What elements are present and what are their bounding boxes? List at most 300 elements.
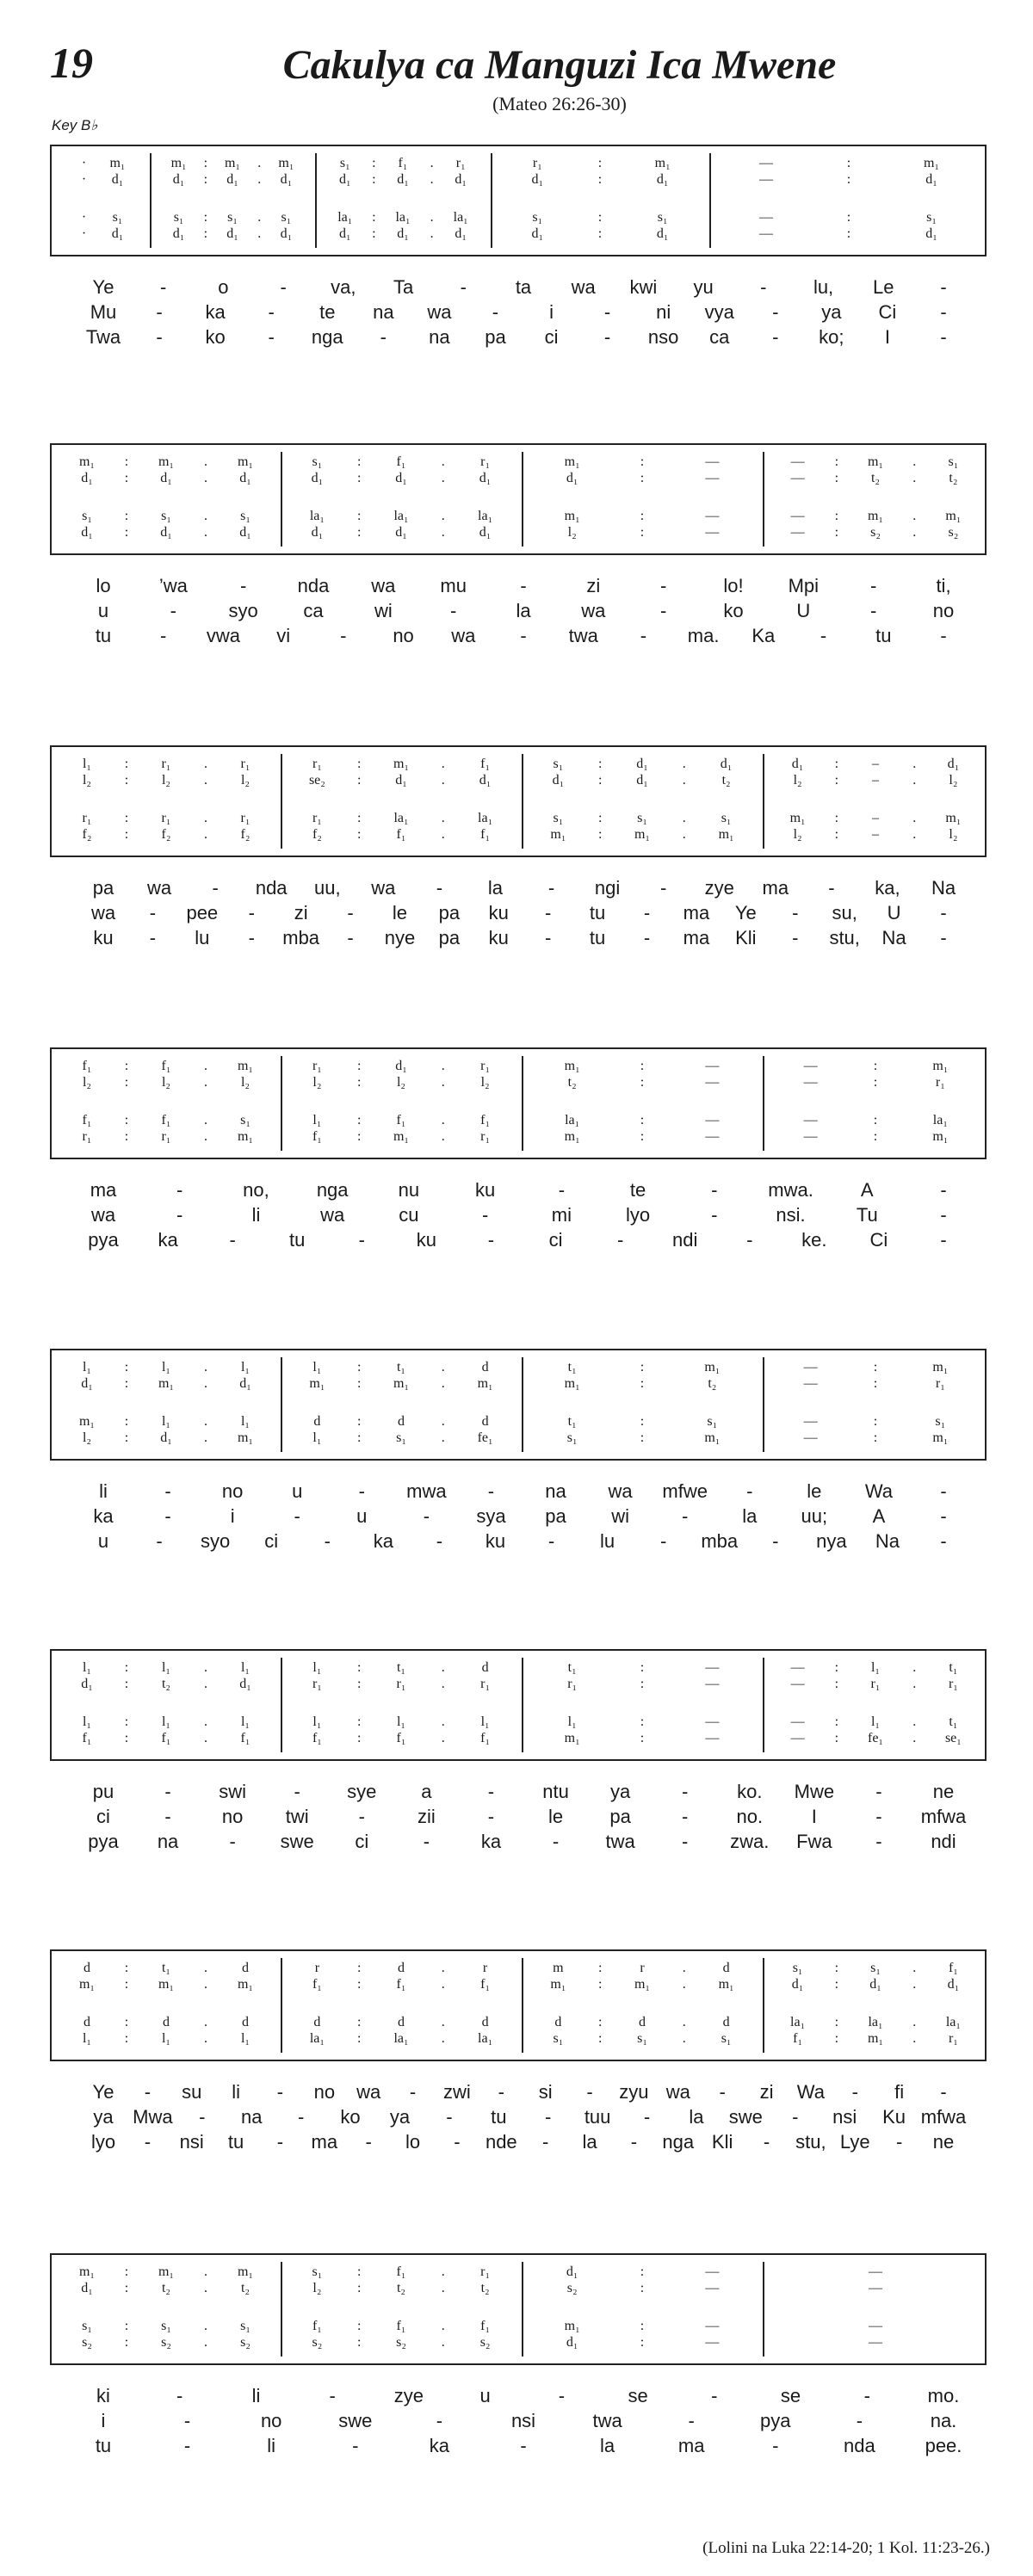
solfa-note: l₂: [82, 1075, 92, 1090]
lyric-syllable: wi: [611, 1505, 629, 1527]
solfa-note: :: [873, 1376, 878, 1391]
lyric-syllable: uu;: [801, 1505, 828, 1527]
lyric-syllable: li: [232, 2081, 240, 2103]
solfa-note: f₁: [312, 1977, 322, 1992]
solfa-note: —: [705, 1677, 720, 1691]
lyric-syllable: U: [796, 600, 811, 621]
lyric-syllable: o: [218, 276, 229, 298]
syllable-hyphen: -: [229, 1831, 236, 1852]
lyric-syllable: vya: [704, 301, 734, 323]
solfa-note: :: [124, 757, 129, 771]
solfa-note: :: [873, 1430, 878, 1445]
solfa-note: —: [790, 525, 805, 540]
lyric-syllable: tu: [289, 1229, 306, 1251]
solfa-note: la₁: [393, 811, 409, 825]
lyric-syllable: lu,: [813, 276, 834, 298]
solfa-note: :: [597, 226, 603, 241]
syllable-hyphen: -: [481, 1204, 489, 1226]
lyric-syllable: pee: [186, 902, 219, 924]
solfa-note: d: [242, 2015, 249, 2029]
syllable-hyphen: -: [940, 902, 947, 924]
solfa-note: :: [356, 811, 362, 825]
lyric-syllable: pa: [438, 927, 461, 948]
solfa-note: .: [204, 509, 207, 523]
solfa-note: l₂: [312, 2281, 322, 2295]
solfa-note: :: [640, 1430, 645, 1445]
lyric-syllable: swe: [728, 2106, 763, 2128]
solfa-note: .: [204, 2281, 207, 2295]
lyric-syllable: wa: [371, 877, 396, 899]
solfa-note: :: [124, 827, 129, 842]
voice-row: [52, 1730, 985, 1746]
lyric-syllable: Ku: [882, 2106, 906, 2128]
lyric-syllable: wa: [665, 2081, 690, 2103]
lyric-syllable: ma: [762, 877, 789, 899]
syllable-hyphen: -: [772, 301, 779, 323]
lyric-syllable: tu: [491, 2106, 507, 2128]
solfa-note: r₁: [312, 811, 322, 825]
solfa-note: :: [124, 773, 129, 788]
hymn-system: [50, 745, 987, 960]
syllable-hyphen: -: [682, 1781, 689, 1802]
solfa-note: .: [204, 1677, 207, 1691]
lyric-syllable: ma: [677, 2435, 705, 2456]
lyric-syllable: nda: [844, 2435, 875, 2456]
solfa-note: m₁: [550, 827, 566, 842]
solfa-note: d: [313, 2015, 321, 2029]
solfa-note: l₁: [480, 1714, 490, 1729]
solfa-note: m₁: [923, 156, 940, 170]
solfa-note: d₁: [552, 773, 565, 788]
syllable-hyphen: -: [365, 2131, 372, 2153]
solfa-note: la₁: [790, 2015, 806, 2029]
solfa-note: .: [441, 1360, 445, 1374]
lyric-syllable: sya: [476, 1505, 506, 1527]
lyric-syllable: wa: [571, 276, 596, 298]
solfa-note: .: [441, 525, 445, 540]
solfa-note: l₁: [312, 1660, 322, 1675]
solfa-note: :: [834, 509, 839, 523]
lyric-syllable: tuu: [584, 2106, 611, 2128]
solfa-note: t₂: [870, 471, 881, 485]
lyric-line-verse-3: [50, 1830, 987, 1854]
syllable-hyphen: -: [297, 2106, 305, 2128]
lyric-syllable: zi: [294, 902, 308, 924]
solfa-note: m₁: [867, 2031, 884, 2046]
solfa-note: d₁: [239, 525, 251, 540]
solfa-note: d: [481, 2015, 489, 2029]
lyrics-block: [50, 876, 987, 951]
solfa-note: s₁: [240, 2319, 251, 2333]
solfa-note: se₁: [944, 1731, 962, 1745]
lyric-line-verse-2: [50, 1805, 987, 1829]
solfa-note: t₁: [949, 1714, 958, 1729]
solfa-note: r₁: [948, 2031, 958, 2046]
solfa-note: —: [705, 1660, 720, 1675]
lyric-syllable: Na: [931, 877, 956, 899]
solfa-note: .: [430, 156, 434, 170]
solfa-note: d₁: [111, 226, 124, 241]
voice-row: [52, 1074, 985, 1090]
syllable-hyphen: -: [792, 927, 799, 948]
solfa-note: ·: [81, 226, 87, 241]
lyric-syllable: Na: [881, 927, 906, 948]
solfa-note: :: [597, 827, 603, 842]
solfa-note: :: [124, 1360, 129, 1374]
syllable-hyphen: -: [869, 575, 877, 596]
solfa-note: :: [124, 509, 129, 523]
syllable-hyphen: -: [603, 301, 611, 323]
solfa-note: —: [705, 1129, 720, 1144]
syllable-hyphen: -: [156, 301, 163, 323]
solfa-note: s₁: [161, 2319, 171, 2333]
solfa-note: .: [441, 1430, 445, 1445]
solfa-note: :: [597, 156, 603, 170]
solfa-note: .: [912, 454, 917, 469]
solfa-note: f₁: [312, 1731, 322, 1745]
syllable-hyphen: -: [542, 2131, 549, 2153]
lyric-syllable: lo: [405, 2131, 421, 2153]
solfa-note: :: [356, 1677, 362, 1691]
solfa-note: d₁: [81, 471, 93, 485]
solfa-note: .: [682, 1961, 686, 1975]
solfa-note: .: [204, 454, 207, 469]
solfa-note: :: [356, 1961, 362, 1975]
voice-row: [52, 1128, 985, 1145]
solfa-note: m₁: [932, 1059, 949, 1073]
syllable-hyphen: -: [940, 1530, 947, 1552]
syllable-hyphen: -: [875, 1831, 882, 1852]
solfa-note: m₁: [237, 2264, 254, 2279]
solfa-note: :: [372, 156, 376, 170]
solfa-note: d₁: [869, 1977, 881, 1992]
solfa-note: :: [873, 1360, 878, 1374]
solfa-note: —: [759, 210, 773, 225]
syllable-hyphen: -: [144, 2081, 152, 2103]
solfa-note: f₁: [312, 1129, 322, 1144]
lyric-syllable: ka: [205, 301, 226, 323]
lyric-syllable: syo: [228, 600, 258, 621]
solfa-note: .: [912, 471, 917, 485]
solfa-note: m₁: [158, 1376, 175, 1391]
solfa-note: :: [124, 1731, 129, 1745]
solfa-note: r₁: [161, 811, 171, 825]
solfa-note: la₁: [395, 210, 411, 225]
solfa-note: :: [356, 2319, 362, 2333]
solfa-note: d₁: [455, 226, 467, 241]
solfa-note: l₁: [82, 1660, 92, 1675]
syllable-hyphen: -: [160, 276, 167, 298]
solfa-note: l₂: [82, 773, 92, 788]
solfa-note: .: [441, 2264, 445, 2279]
solfa-note: —: [759, 226, 773, 241]
lyric-syllable: ku: [416, 1229, 436, 1251]
lyric-syllable: ko.: [737, 1781, 763, 1802]
lyric-syllable: ma.: [687, 625, 720, 646]
solfa-note: d₁: [160, 1430, 172, 1445]
lyric-syllable: lu: [600, 1530, 615, 1552]
syllable-hyphen: -: [436, 2410, 443, 2431]
syllable-hyphen: -: [828, 877, 835, 899]
solfa-note: :: [356, 1660, 362, 1675]
solfa-note: f₁: [82, 1113, 92, 1127]
lyric-syllable: li: [99, 1480, 108, 1502]
solfa-note: d: [84, 1961, 90, 1975]
syllable-hyphen: -: [324, 1530, 331, 1552]
syllable-hyphen: -: [164, 1806, 171, 1827]
solfa-note: :: [640, 2281, 645, 2295]
solfa-note: s₂: [161, 2335, 171, 2350]
lyric-syllable: pa: [92, 877, 114, 899]
solfa-note: d₁: [479, 471, 492, 485]
lyric-syllable: le: [547, 1806, 564, 1827]
solfa-note: —: [790, 1660, 805, 1675]
lyric-syllable: la: [600, 2435, 615, 2456]
solfa-note: :: [124, 1113, 129, 1127]
solfa-note: :: [124, 525, 129, 540]
syllable-hyphen: -: [869, 600, 877, 621]
solfa-note: :: [124, 2031, 129, 2046]
syllable-hyphen: -: [711, 1179, 718, 1201]
solfa-note: .: [441, 1376, 445, 1391]
solfa-note: .: [441, 2031, 445, 2046]
lyric-syllable: wa: [581, 600, 606, 621]
lyric-syllable: la: [742, 1505, 758, 1527]
solfa-note: t₁: [567, 1660, 577, 1675]
syllable-hyphen: -: [268, 301, 275, 323]
solfa-note: :: [356, 827, 362, 842]
lyric-syllable: swe: [338, 2410, 373, 2431]
hymn-system: [50, 1649, 987, 1863]
solfa-note: m₁: [477, 1376, 493, 1391]
solfa-note: :: [640, 1113, 645, 1127]
syllable-hyphen: -: [183, 2435, 191, 2456]
solfa-note: d₁: [791, 1977, 804, 1992]
solfa-note: .: [204, 2015, 207, 2029]
lyric-syllable: ka: [429, 2435, 450, 2456]
voice-row: [52, 209, 985, 225]
lyrics-block: [50, 2384, 987, 2459]
solfa-note: .: [441, 1714, 445, 1729]
solfa-note: la₁: [393, 509, 409, 523]
solfa-note: s₂: [479, 2335, 491, 2350]
syllable-hyphen: -: [436, 877, 443, 899]
solfa-note: m₁: [237, 1977, 254, 1992]
lyric-syllable: mfwe: [662, 1480, 708, 1502]
solfa-note: :: [834, 1961, 839, 1975]
solfa-note: la₁: [309, 509, 325, 523]
lyric-syllable: Kli: [735, 927, 757, 948]
voice-row: [52, 1960, 985, 1976]
solfa-note: —: [705, 1059, 720, 1073]
syllable-hyphen: -: [164, 1480, 171, 1502]
lyric-syllable: nga: [316, 1179, 349, 1201]
syllable-hyphen: -: [229, 1229, 236, 1251]
solfa-note: s₁: [721, 2031, 732, 2046]
lyric-syllable: ne: [932, 2131, 955, 2153]
solfa-note: :: [597, 2015, 603, 2029]
solfa-note: d: [481, 1360, 489, 1374]
solfa-note: fe₁: [477, 1430, 493, 1445]
solfa-note: m₁: [718, 827, 734, 842]
solfa-note: .: [204, 1075, 207, 1090]
solfa-note: d: [722, 2015, 730, 2029]
solfa-note: l₁: [870, 1660, 881, 1675]
lyric-syllable: Wa: [796, 2081, 825, 2103]
syllable-hyphen: -: [164, 1505, 171, 1527]
solfa-note: .: [257, 210, 262, 225]
solfa-note: la₁: [309, 2031, 325, 2046]
solfa-note: f₂: [240, 827, 251, 842]
solfa-note: —: [790, 1714, 805, 1729]
lyric-syllable: pa: [485, 326, 506, 348]
solfa-note: s₁: [112, 210, 123, 225]
solfa-note: :: [640, 1360, 645, 1374]
lyric-syllable: zwi: [443, 2081, 471, 2103]
solfa-note: :: [597, 773, 603, 788]
solfa-note: d₁: [566, 2264, 578, 2279]
tonic-solfa-staff: [50, 1949, 987, 2061]
solfa-note: .: [204, 1414, 207, 1429]
solfa-note: —: [790, 471, 805, 485]
lyric-syllable: mi: [551, 1204, 572, 1226]
lyric-syllable: su: [182, 2081, 202, 2103]
solfa-note: f₂: [312, 827, 322, 842]
solfa-note: :: [356, 2015, 362, 2029]
solfa-note: la₁: [478, 811, 493, 825]
solfa-note: f₁: [82, 1059, 92, 1073]
solfa-note: t₁: [396, 1360, 406, 1374]
solfa-note: d₁: [636, 757, 648, 771]
solfa-note: f₁: [161, 1731, 171, 1745]
solfa-note: .: [912, 1961, 917, 1975]
lyric-syllable: te: [629, 1179, 646, 1201]
lyric-syllable: I: [811, 1806, 817, 1827]
lyric-syllable: i: [230, 1505, 235, 1527]
lyric-syllable: tu: [95, 625, 112, 646]
solfa-note: :: [640, 1660, 645, 1675]
solfa-note: f₁: [396, 827, 406, 842]
solfa-note: .: [912, 1660, 917, 1675]
solfa-note: l₂: [396, 1075, 406, 1090]
solfa-note: r₁: [82, 1129, 92, 1144]
solfa-note: :: [640, 1714, 645, 1729]
lyric-syllable: ma: [311, 2131, 338, 2153]
solfa-note: :: [834, 1660, 839, 1675]
lyric-syllable: lu: [195, 927, 210, 948]
lyric-syllable: zii: [417, 1806, 436, 1827]
syllable-hyphen: -: [820, 625, 827, 646]
lyric-syllable: na: [157, 1831, 179, 1852]
solfa-note: :: [640, 1059, 645, 1073]
solfa-note: :: [834, 827, 839, 842]
solfa-note: d₁: [172, 172, 185, 187]
solfa-note: :: [640, 471, 645, 485]
solfa-note: .: [204, 525, 207, 540]
lyric-syllable: nsi: [832, 2106, 857, 2128]
solfa-note: m₁: [550, 1977, 566, 1992]
syllable-hyphen: -: [545, 902, 552, 924]
solfa-note: :: [834, 525, 839, 540]
solfa-note: .: [912, 1977, 917, 1992]
lyric-syllable: zye: [704, 877, 734, 899]
solfa-note: d: [481, 1414, 489, 1429]
solfa-note: —: [869, 2335, 882, 2350]
solfa-note: .: [441, 1961, 445, 1975]
solfa-note: d₁: [339, 226, 351, 241]
solfa-note: :: [640, 509, 645, 523]
solfa-note: r₁: [935, 1376, 945, 1391]
lyric-line-verse-1: [50, 1178, 987, 1202]
solfa-note: m₁: [78, 2264, 96, 2279]
lyric-syllable: se: [628, 2385, 648, 2406]
solfa-note: d: [722, 1961, 730, 1975]
solfa-note: .: [682, 757, 686, 771]
solfa-note: d₁: [479, 773, 492, 788]
lyric-syllable: wa: [608, 1480, 633, 1502]
hymn-system: [50, 443, 987, 658]
syllable-hyphen: -: [520, 575, 527, 596]
solfa-note: d: [84, 2015, 90, 2029]
lyric-syllable: u: [356, 1505, 368, 1527]
solfa-note: —: [803, 1360, 818, 1374]
voice-row: [52, 454, 985, 470]
solfa-note: r₁: [948, 1677, 958, 1691]
voice-row: [52, 2030, 985, 2047]
solfa-note: d₁: [566, 471, 578, 485]
solfa-note: :: [597, 757, 603, 771]
solfa-note: m₁: [237, 1059, 254, 1073]
solfa-note: :: [124, 811, 129, 825]
solfa-note: —: [803, 1376, 818, 1391]
solfa-note: f₁: [396, 1113, 406, 1127]
solfa-note: :: [124, 1977, 129, 1992]
lyric-syllable: ku: [488, 902, 509, 924]
syllable-hyphen: -: [630, 2131, 638, 2153]
solfa-note: m₁: [867, 454, 884, 469]
solfa-note: r₁: [82, 811, 92, 825]
solfa-note: .: [204, 773, 207, 788]
solfa-note: la₁: [945, 2015, 961, 2029]
solfa-note: m₁: [170, 156, 187, 170]
solfa-note: .: [441, 509, 445, 523]
syllable-hyphen: -: [156, 326, 163, 348]
solfa-note: d₁: [226, 226, 238, 241]
solfa-note: d₁: [339, 172, 351, 187]
solfa-note: :: [356, 1731, 362, 1745]
lyric-syllable: nye: [384, 927, 416, 948]
solfa-note: l₁: [82, 2031, 92, 2046]
lyric-line-verse-2: [50, 901, 987, 925]
solfa-note: :: [356, 1414, 362, 1429]
solfa-note: d₁: [791, 757, 804, 771]
syllable-hyphen: -: [352, 2435, 359, 2456]
solfa-note: la₁: [337, 210, 353, 225]
solfa-note: l₁: [240, 1360, 251, 1374]
solfa-note: :: [640, 1129, 645, 1144]
solfa-note: s₁: [227, 210, 238, 225]
solfa-note: .: [441, 1113, 445, 1127]
solfa-note: :: [356, 1113, 362, 1127]
syllable-hyphen: -: [164, 1781, 171, 1802]
solfa-note: la₁: [453, 210, 468, 225]
voice-row: [52, 1375, 985, 1392]
solfa-note: :: [640, 1677, 645, 1691]
lyric-syllable: nya: [816, 1530, 847, 1552]
syllable-hyphen: -: [875, 1806, 882, 1827]
lyrics-block: [50, 2080, 987, 2155]
solfa-note: .: [204, 827, 207, 842]
